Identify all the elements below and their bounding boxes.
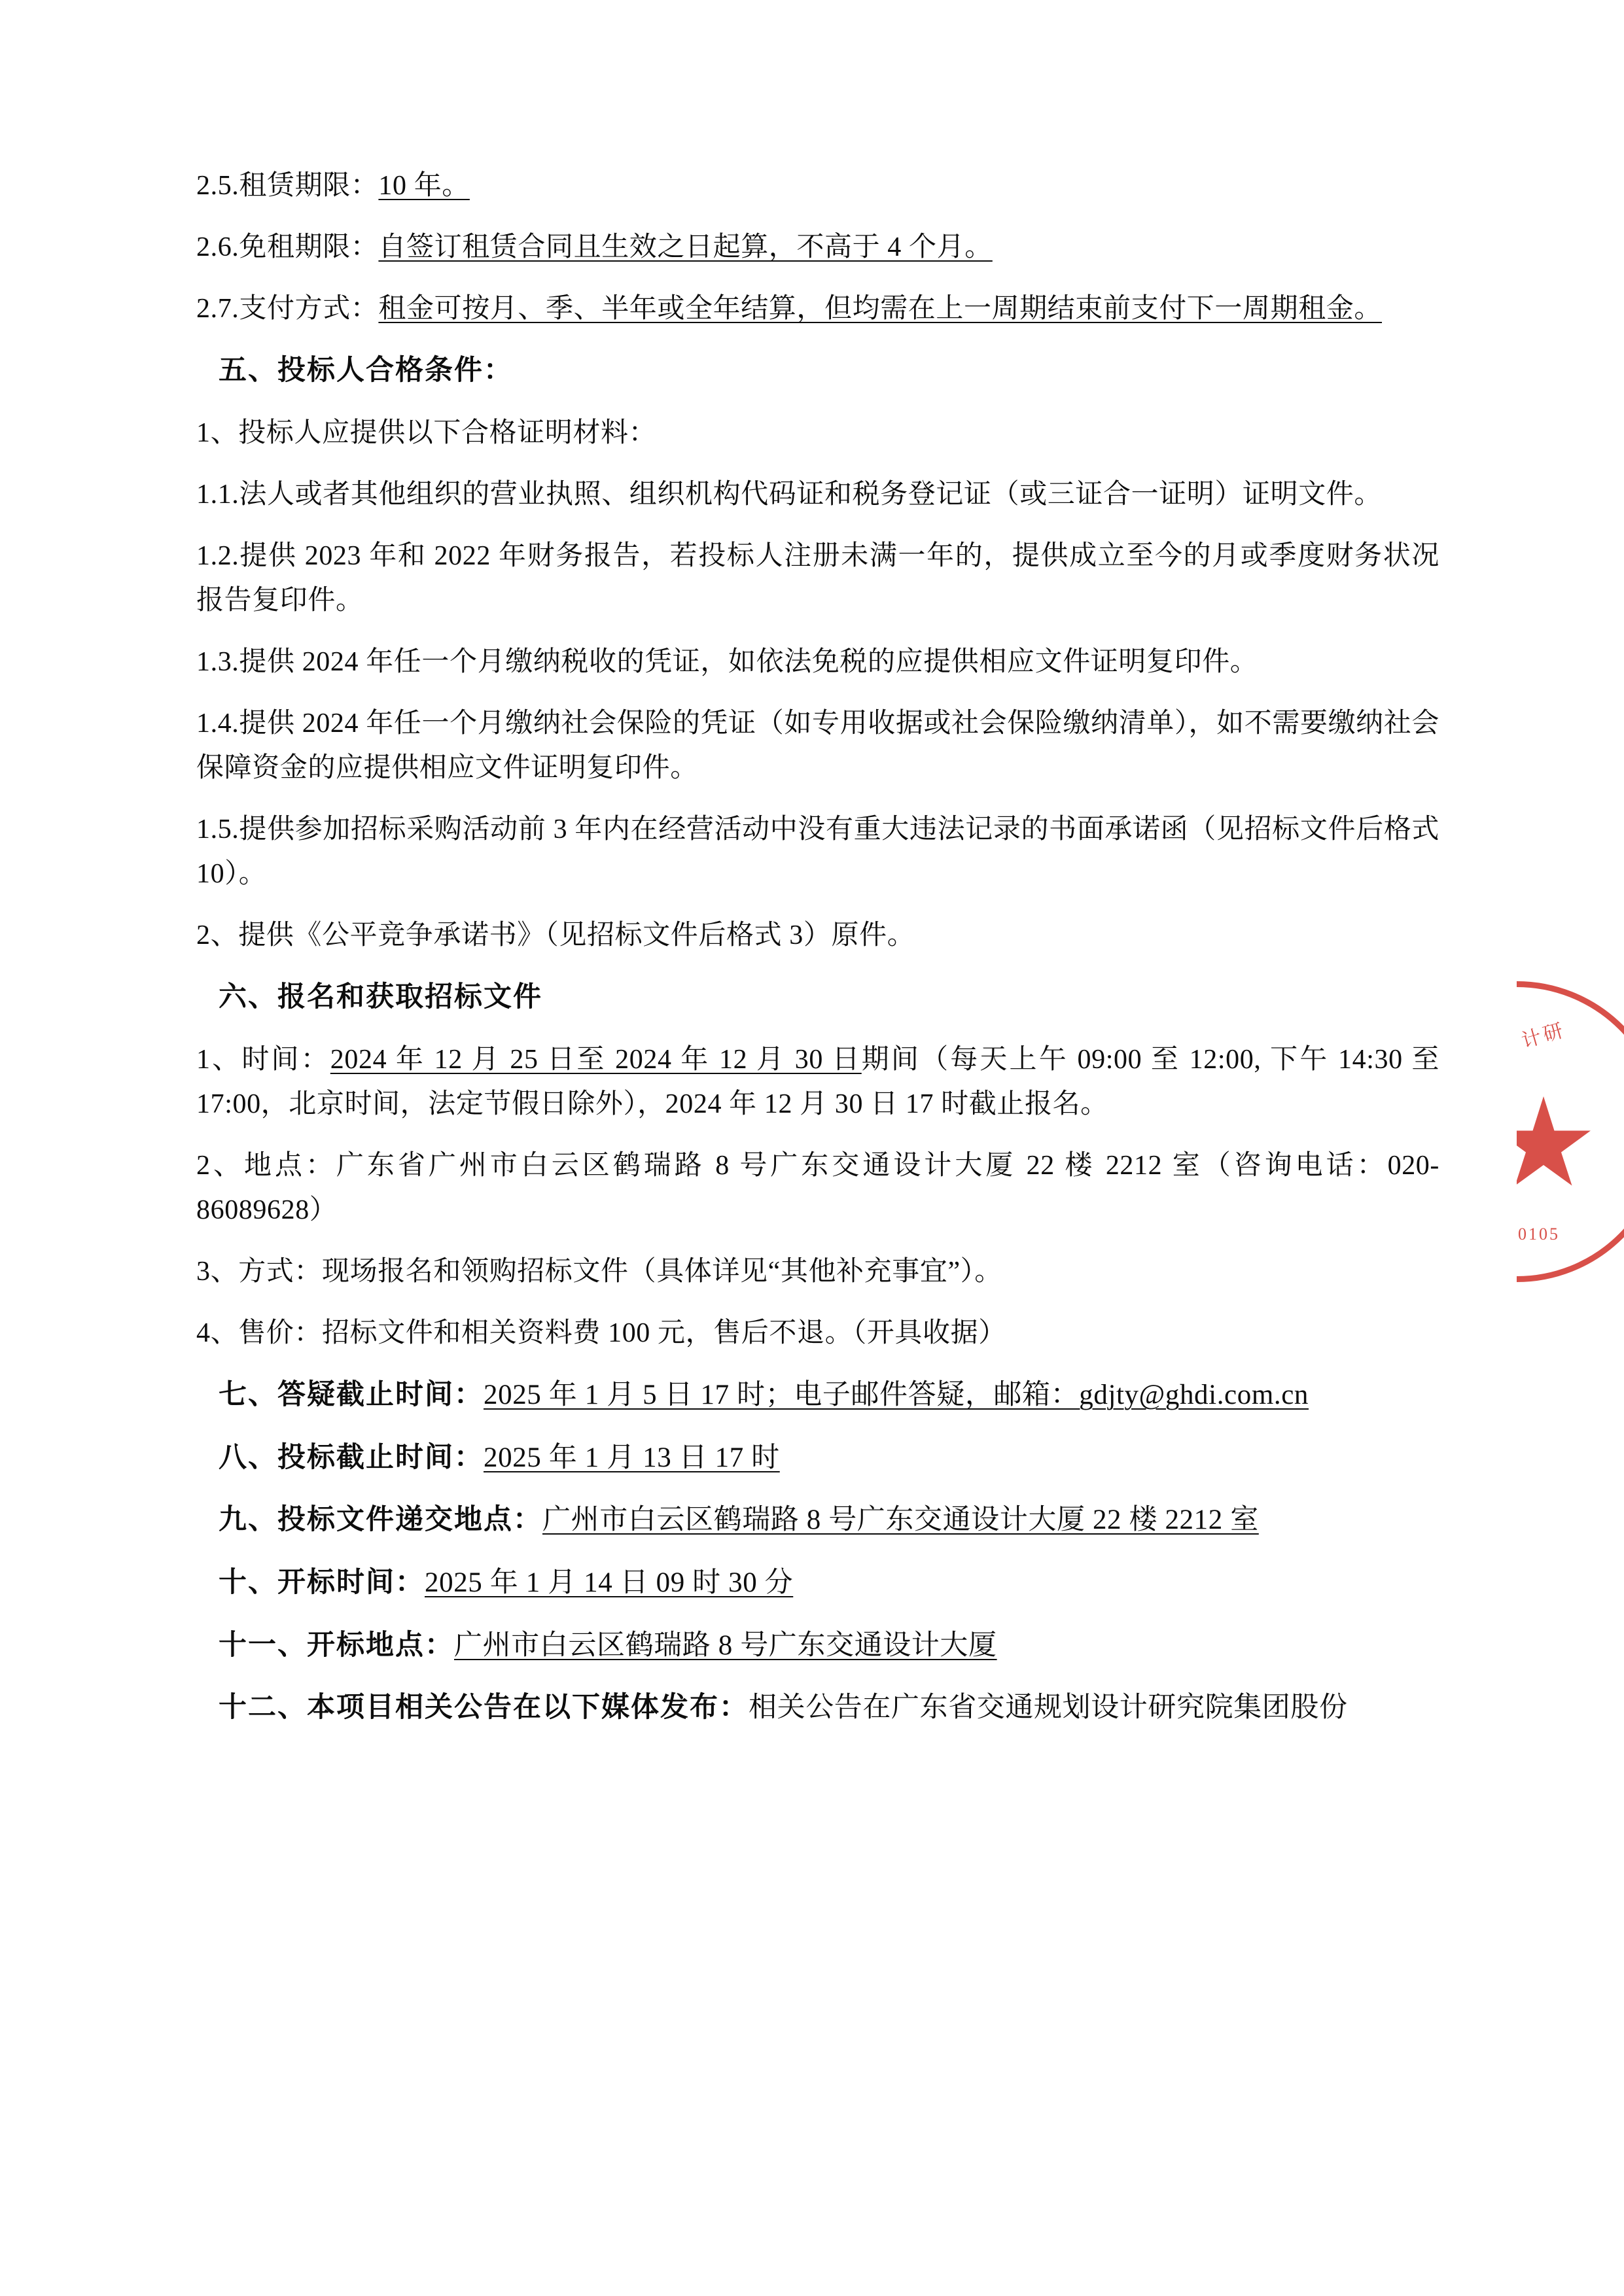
clause-2-7 bbox=[196, 287, 1439, 331]
clause-5-1-text: 1、投标人应提供以下合格证明材料： bbox=[196, 417, 657, 448]
clause-2-5-prefix: 2.5.租赁期限： bbox=[196, 171, 379, 201]
seal-number: 0105 bbox=[1518, 1225, 1560, 1244]
clause-5-1 bbox=[196, 411, 1439, 455]
heading-10-value: 2025 年 1 月 14 日 09 时 30 分 bbox=[425, 1567, 794, 1598]
document-body bbox=[196, 164, 1439, 1748]
clause-5-1-2 bbox=[196, 534, 1439, 623]
heading-12-label: 十二、本项目相关公告在以下媒体发布： bbox=[219, 1692, 749, 1724]
clause-6-3-text: 3、方式：现场报名和领购招标文件（具体详见“其他补充事宜”）。 bbox=[196, 1256, 1002, 1287]
heading-12-value: 相关公告在广东省交通规划设计研究院集团股份 bbox=[749, 1692, 1348, 1724]
clause-5-1-5 bbox=[196, 807, 1439, 896]
heading-6-registration bbox=[196, 975, 1439, 1020]
heading-8-value: 2025 年 1 月 13 日 17 时 bbox=[484, 1442, 780, 1473]
clause-6-4-text: 4、售价：招标文件和相关资料费 100 元，售后不退。（开具收据） bbox=[196, 1317, 1006, 1348]
heading-9-value: 广州市白云区鹤瑞路 8 号广东交通设计大厦 22 楼 2212 室 bbox=[542, 1505, 1259, 1536]
heading-9-label: 九、投标文件递交地点： bbox=[219, 1505, 542, 1536]
heading-10-opening-time bbox=[196, 1560, 1439, 1606]
seal-top-text: 计研 bbox=[1519, 1019, 1568, 1052]
clause-2-5-value: 10 年。 bbox=[378, 171, 470, 201]
clause-2-6 bbox=[196, 225, 1439, 270]
clause-5-1-1-text: 1.1.法人或者其他组织的营业执照、组织机构代码证和税务登记证（或三证合一证明）证明文件。 bbox=[196, 479, 1383, 510]
heading-8-label: 八、投标截止时间： bbox=[219, 1442, 484, 1473]
clause-5-1-3 bbox=[196, 640, 1439, 684]
clause-5-1-1 bbox=[196, 472, 1439, 517]
heading-7-qa-deadline bbox=[196, 1372, 1439, 1418]
clause-5-1-4 bbox=[196, 701, 1439, 790]
clause-5-2-text: 2、提供《公平竞争承诺书》（见招标文件后格式 3）原件。 bbox=[196, 920, 915, 951]
clause-6-1-suffix: 期间（每天上午 09:00 至 12:00, 下午 14:30 至 17:00，北京时间，法定节假日除外），2024 年 12 月 30 日 17 时截止报名。 bbox=[196, 1044, 1439, 1119]
clause-6-1-prefix: 1、时间： bbox=[196, 1044, 330, 1075]
clause-6-2-place bbox=[196, 1143, 1439, 1232]
clause-5-2 bbox=[196, 913, 1439, 958]
clause-2-5 bbox=[196, 164, 1439, 208]
heading-11-opening-place bbox=[196, 1623, 1439, 1669]
clause-6-3-method bbox=[196, 1249, 1439, 1294]
heading-12-media bbox=[196, 1685, 1439, 1731]
clause-5-1-3-text: 1.3.提供 2024 年任一个月缴纳税收的凭证，如依法免税的应提供相应文件证明复印件。 bbox=[196, 646, 1258, 677]
clause-2-7-prefix: 2.7.支付方式： bbox=[196, 294, 379, 324]
clause-5-1-5-text: 1.5.提供参加招标采购活动前 3 年内在经营活动中没有重大违法记录的书面承诺函（见招标文件后格式 10）。 bbox=[196, 814, 1439, 889]
heading-9-submission-place bbox=[196, 1497, 1439, 1543]
red-seal-stamp bbox=[1517, 968, 1624, 1308]
clause-6-1-dates: 2024 年 12 月 25 日至 2024 年 12 月 30 日 bbox=[330, 1044, 862, 1075]
heading-8-bid-deadline bbox=[196, 1435, 1439, 1481]
heading-7-label: 七、答疑截止时间： bbox=[219, 1379, 484, 1410]
clause-2-7-value: 租金可按月、季、半年或全年结算，但均需在上一周期结束前支付下一周期租金。 bbox=[378, 294, 1383, 324]
clause-5-1-2-text: 1.2.提供 2023 年和 2022 年财务报告，若投标人注册未满一年的，提供成立至今的月或季度财务状况报告复印件。 bbox=[196, 540, 1439, 616]
clause-5-1-4-text: 1.4.提供 2024 年任一个月缴纳社会保险的凭证（如专用收据或社会保险缴纳清单），如不需要缴纳社会保障资金的应提供相应文件证明复印件。 bbox=[196, 708, 1439, 783]
clause-6-1-time bbox=[196, 1037, 1439, 1126]
heading-7-value: 2025 年 1 月 5 日 17 时；电子邮件答疑，邮箱：gdjty@ghdi.com.cn bbox=[484, 1379, 1309, 1410]
clause-6-4-price bbox=[196, 1311, 1439, 1355]
clause-2-6-prefix: 2.6.免租期限： bbox=[196, 232, 379, 263]
heading-10-label: 十、开标时间： bbox=[219, 1567, 425, 1598]
heading-11-value: 广州市白云区鹤瑞路 8 号广东交通设计大厦 bbox=[454, 1629, 997, 1661]
heading-6-label: 六、报名和获取招标文件 bbox=[219, 982, 542, 1013]
heading-5-bidder-eligibility bbox=[196, 348, 1439, 394]
heading-5-label: 五、投标人合格条件： bbox=[219, 355, 513, 387]
clause-2-6-value: 自签订租赁合同且生效之日起算，不高于 4 个月。 bbox=[378, 232, 993, 263]
clause-6-2-text: 2、地点：广东省广州市白云区鹤瑞路 8 号广东交通设计大厦 22 楼 2212 室（咨询电话：020-86089628） bbox=[196, 1150, 1439, 1225]
heading-11-label: 十一、开标地点： bbox=[219, 1629, 454, 1661]
